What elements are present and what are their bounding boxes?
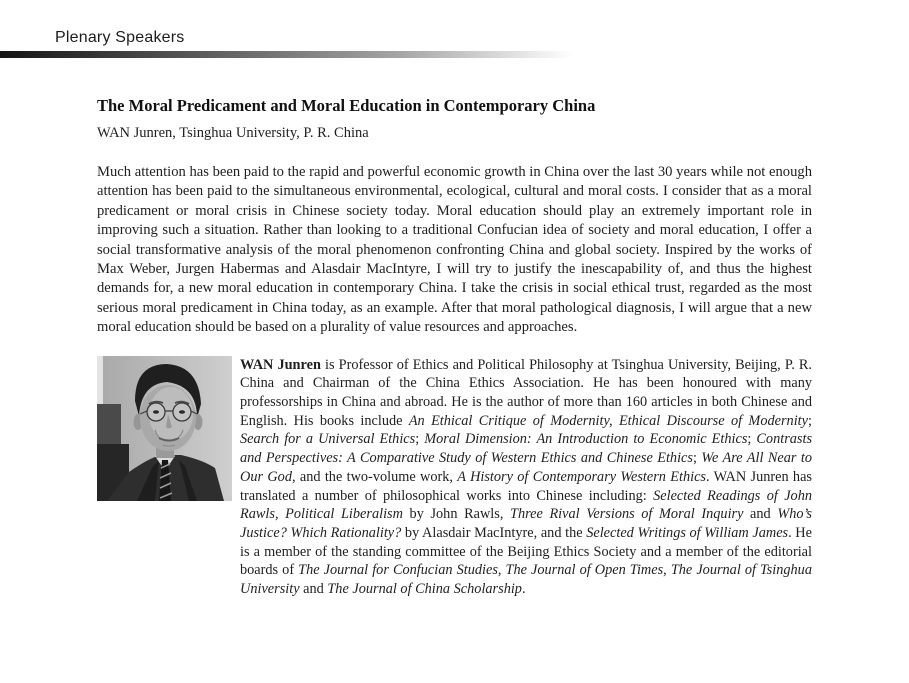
bio-text-run: A History of Contemporary Western Ethics [457,468,706,485]
bio-text-run: Three Rival Versions of Moral Inquiry [510,506,744,523]
speaker-affiliation-line: WAN Junren, Tsinghua University, P. R. China [97,125,369,141]
abstract-paragraph: Much attention has been paid to the rapid and powerful economic growth in China over the last 30 years while not enough attention has been paid to the simultaneous environmental, ecological, cultural and moral costs. I consider that as a moral predicament or moral crisis in Chinese society today. Moral education should play an extremely important role in improving such a situation. Rather than looking to a traditional Confucian idea of society and moral education, I offer a social transformative analysis of the moral phenomenon confronting China and global society. Inspired by the works of Max Weber, Jurgen Habermas and Alasdair MacIntyre, I will try to justify the inescapability of, and thus the highest demands for, a new moral education in contemporary China. I take the crisis in social ethical trust, regarded as the most serious moral predicament in China today, as an example. After that moral pathological diagnosis, I will argue that a new moral education should be based on a plurality of value resources and approaches. [97,164,812,336]
page-content [97,96,812,599]
portrait-illustration [97,356,232,501]
bio-text-run: , [663,562,671,579]
bio-text-run: The Journal for Confucian Studies [298,562,498,579]
bio-text-run: Moral Dimension: An Introduction to Economic Ethics [424,431,748,448]
bio-text-run: ; [692,450,702,467]
bio-text-run: , and the two-volume work, [291,468,458,485]
bio-text-run: . [521,581,526,598]
bio-text-run: Search for a Universal Ethics [240,431,416,448]
header-gradient-rule [0,51,909,58]
bio-section [97,356,812,599]
session-title: The Moral Predicament and Moral Education in Contemporary China [97,96,596,115]
bio-text-run: WAN Junren [240,356,321,373]
speaker-portrait-photo [97,356,232,501]
bio-text-run: and [743,506,778,523]
bio-text-run: by Alasdair MacIntyre, and the [401,524,587,541]
bio-text-run: Selected Writings of William James [586,524,789,541]
bio-paragraph [240,356,812,599]
bio-text-run: . He is a member of the standing committee of the Beijing Ethics Society and a member of the editorial boards of [240,524,812,579]
bio-text-run: The Journal of Open Times [505,562,664,579]
bio-text-run: . WAN Junren has translated a number of philosophical works into Chinese including: [240,468,812,504]
bio-text-run: An Ethical Critique of Modernity, Ethical Discourse of Modernity [408,412,808,429]
page-header-title: Plenary Speakers [55,29,185,46]
bio-text-run: The Journal of Tsinghua University [240,562,812,598]
bio-text-run: ; [415,431,425,448]
bio-text-run: Selected Readings of John Rawls, Political Liberalism [240,487,812,523]
bio-text-run: ; [747,431,757,448]
bio-text-run: is Professor of Ethics and Political Philosophy at Tsinghua University, Beijing, P. R. China and Chairman of the China Ethics Association. He has been honoured with many professorships in China and abroad. He is the author of more than 160 articles in both Chinese and English. His books include [240,356,812,429]
bio-text-run: by John Rawls, [402,506,511,523]
bio-text-run: and [299,581,328,598]
bio-text-run: Who’s Justice? Which Rationality? [240,506,813,541]
bio-text-run: Contrasts and Perspectives: A Comparative Study of Western Ethics and Chinese Ethics [240,431,813,467]
bio-text-run: The Journal of China Scholarship [327,581,522,598]
bio-text-run: , [497,562,506,579]
bio-text-run: We Are All Near to Our God [240,450,813,485]
bio-text-run: ; [808,412,812,429]
